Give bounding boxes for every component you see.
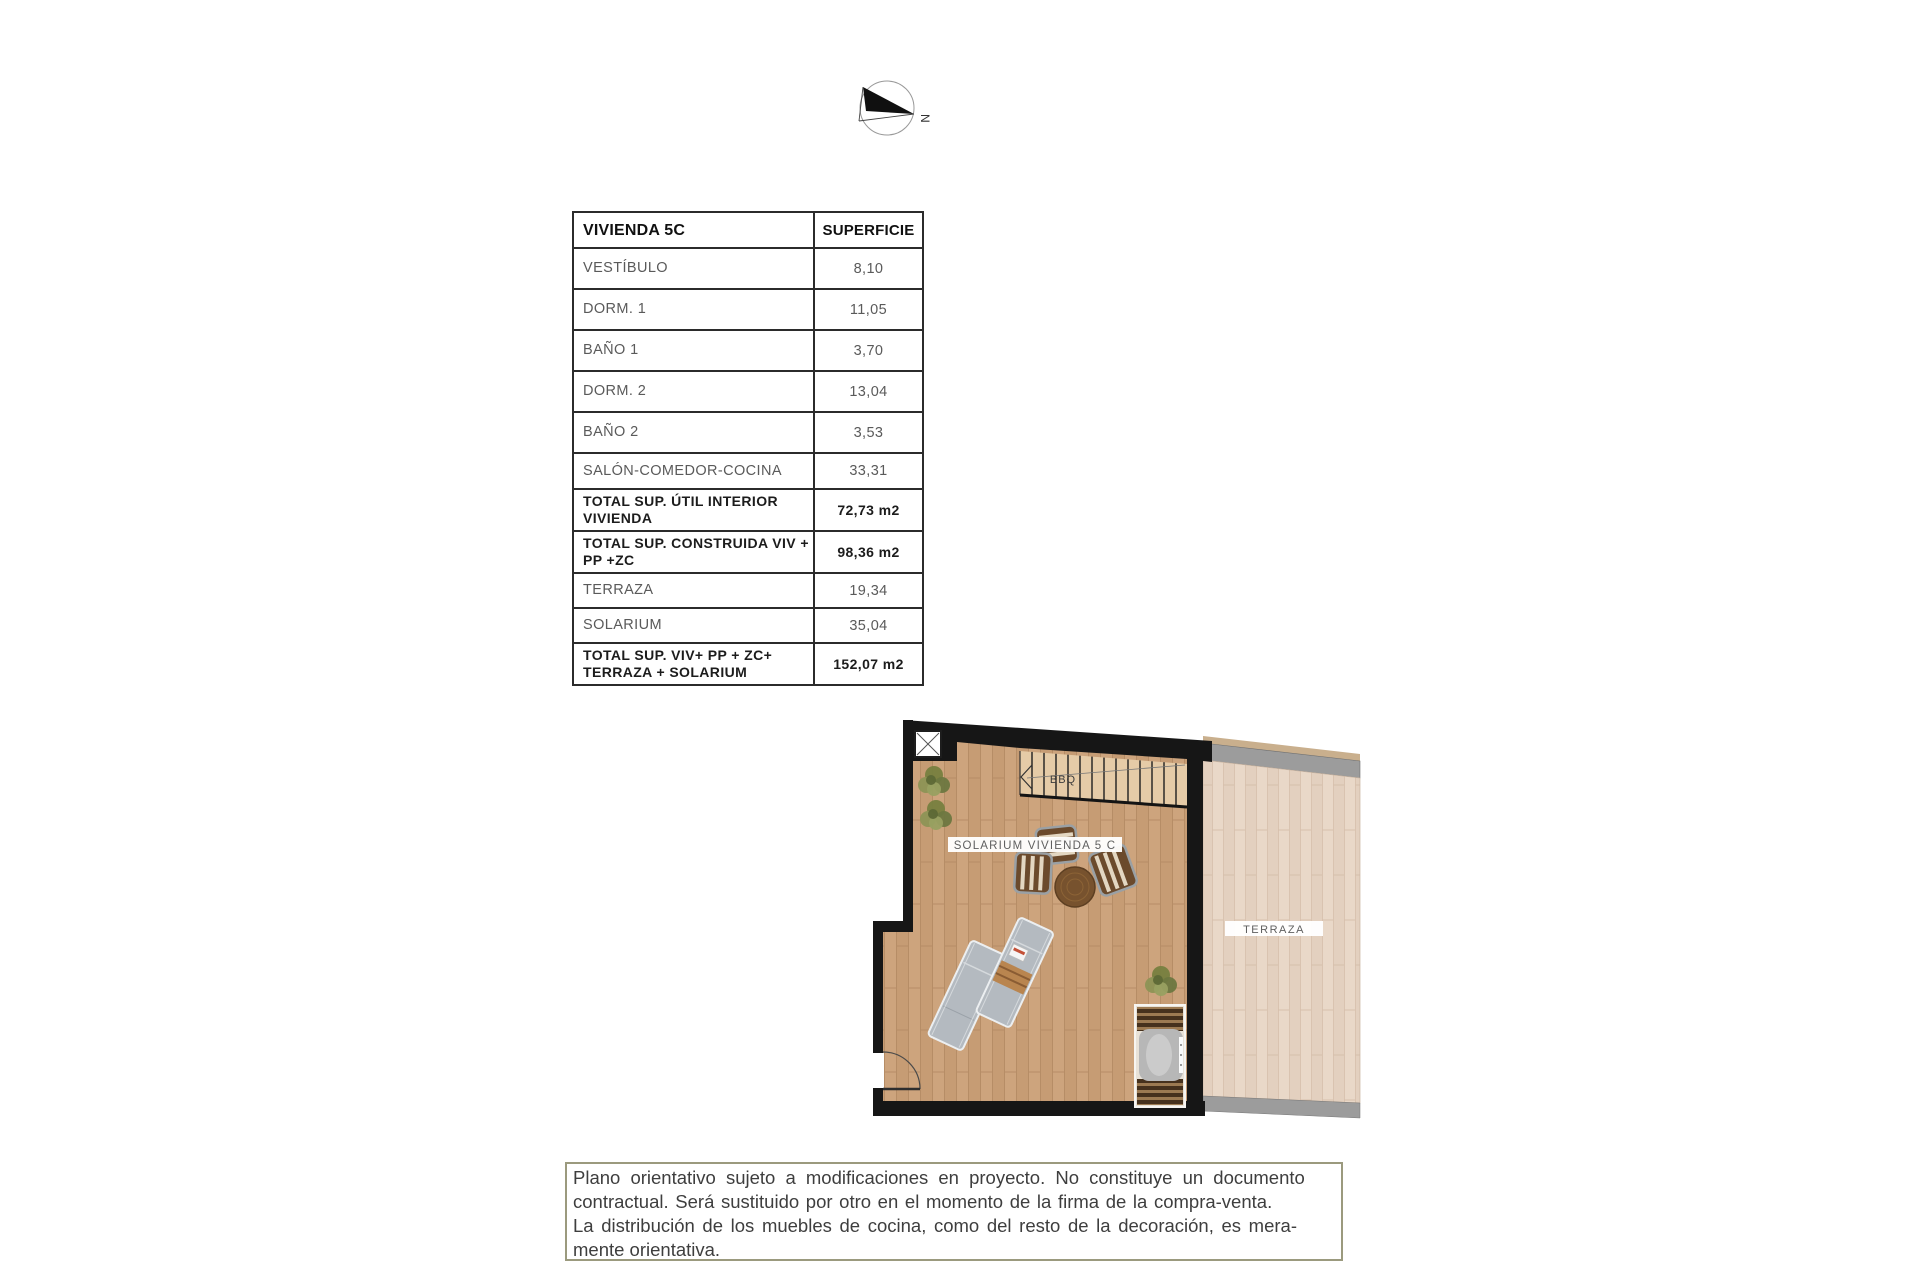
room-label-cell: TOTAL SUP. VIV+ PP + ZC+ TERRAZA + SOLARIUM (574, 644, 815, 684)
north-label: N (918, 114, 932, 123)
disclaimer-line: contractual. Será sustituido por otro en el momento de la firma de la compra-venta. (573, 1191, 1273, 1212)
surface-value-cell: 33,31 (849, 463, 888, 479)
room-label-cell: VIVIENDA 5C (574, 213, 815, 247)
surface-value-cell: 8,10 (853, 260, 884, 277)
bistro-chair-left (1014, 852, 1052, 894)
surface-value-cell: 98,36 m2 (837, 544, 900, 560)
table-row (574, 329, 922, 370)
room-label-cell: TERRAZA (574, 574, 815, 607)
surface-value-cell: 3,53 (853, 424, 884, 441)
table-row (574, 607, 922, 642)
solarium-label-band (948, 837, 1122, 852)
north-compass (845, 70, 945, 155)
round-table (1055, 867, 1095, 907)
table-row (574, 247, 922, 288)
surface-value-cell: 3,70 (853, 342, 884, 359)
surface-value-cell: 13,04 (849, 383, 888, 400)
room-label-cell: VESTÍBULO (574, 249, 815, 288)
skylight-box (915, 731, 941, 757)
disclaimer-line: La distribución de los muebles de cocina, como del resto de la decoración, es mera- (573, 1215, 1297, 1236)
left-wall-upper (903, 720, 913, 932)
solarium-label: SOLARIUM VIVIENDA 5 C (953, 840, 1117, 852)
surface-value-cell: 72,73 m2 (837, 502, 900, 518)
disclaimer-box (565, 1162, 1343, 1261)
plant-icon (1153, 975, 1163, 985)
table-row (574, 488, 922, 530)
room-label-cell: SALÓN-COMEDOR-COCINA (574, 454, 815, 488)
room-label-cell: SOLARIUM (574, 609, 815, 642)
left-wall-lower (873, 921, 883, 1053)
table-row (574, 642, 922, 684)
disclaimer-line: mente orientativa. (573, 1239, 721, 1260)
disclaimer-line: Plano orientativo sujeto a modificaciones en proyecto. No constituye un documento (573, 1167, 1305, 1188)
room-label-cell: DORM. 1 (574, 290, 815, 329)
surface-table (572, 211, 924, 686)
compass-needle-outline (859, 114, 914, 121)
table-row (574, 530, 922, 572)
daybed (1135, 1005, 1185, 1107)
table-row (574, 411, 922, 452)
room-label-cell: DORM. 2 (574, 372, 815, 411)
surface-value-cell: SUPERFICIE (822, 221, 915, 239)
bbq-label: BBQ (1049, 774, 1077, 786)
surface-value-cell: 11,05 (849, 301, 888, 318)
right-wall (1187, 759, 1203, 1116)
room-label-cell: BAÑO 1 (574, 331, 815, 370)
room-label-cell: TOTAL SUP. CONSTRUIDA VIV + PP +ZC (574, 532, 815, 572)
terraza-label-band (1225, 921, 1323, 936)
surface-value-cell: 35,04 (849, 617, 888, 634)
room-label-cell: TOTAL SUP. ÚTIL INTERIOR VIVIENDA (574, 490, 815, 530)
surface-value-cell: 152,07 m2 (833, 656, 904, 672)
table-row (574, 213, 922, 247)
table-row (574, 572, 922, 607)
compass-needle (863, 87, 914, 114)
table-row (574, 288, 922, 329)
surface-value-cell: 19,34 (849, 582, 888, 599)
table-row (574, 370, 922, 411)
floor-plan (860, 715, 1370, 1120)
room-label-cell: BAÑO 2 (574, 413, 815, 452)
plant-icon (928, 809, 938, 819)
table-row (574, 452, 922, 488)
terraza-label: TERRAZA (1243, 924, 1305, 936)
plant-icon (926, 775, 936, 785)
